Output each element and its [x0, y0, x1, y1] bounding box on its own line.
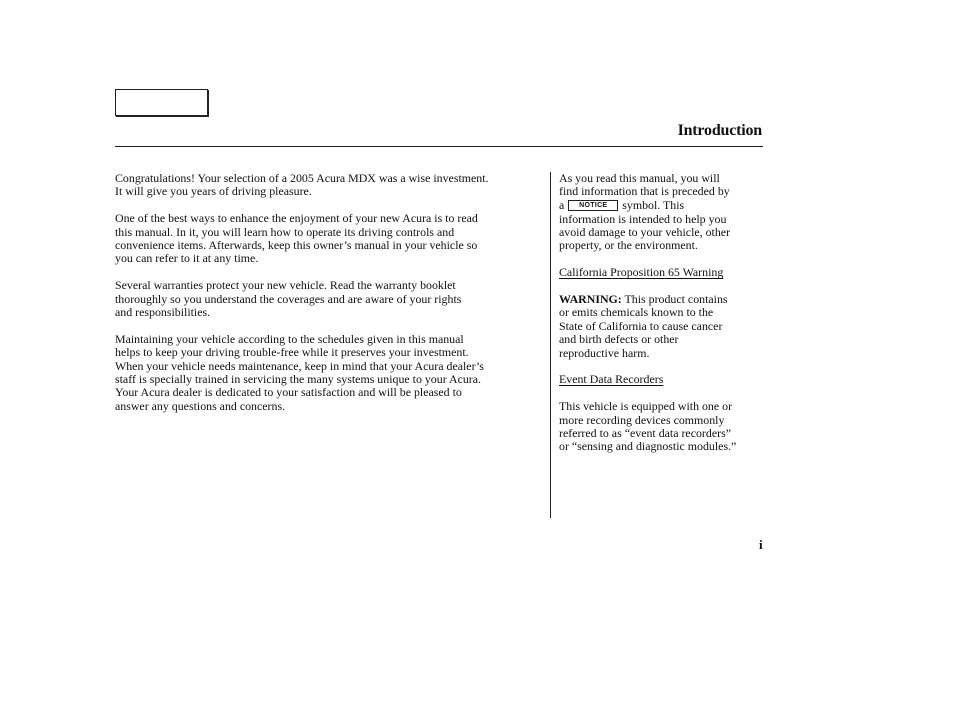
paragraph-edr [559, 400, 769, 454]
text-line: answer any questions and concerns. [115, 398, 286, 413]
edr-heading-link[interactable]: Event Data Recorders [559, 372, 664, 387]
text-line: When your vehicle needs maintenance, keep in mind that your Acura dealer’s [115, 358, 484, 373]
text-line: thoroughly so you understand the coverages and are aware of your rights [115, 291, 462, 306]
text-line: State of California to cause cancer [559, 318, 723, 333]
text-line: avoid damage to your vehicle, other [559, 224, 731, 239]
text-line: Congratulations! Your selection of a 2005 Acura MDX was a wise investment. [115, 171, 489, 185]
text-line: or “sensing and diagnostic modules.” [559, 439, 737, 454]
text-line: helps to keep your driving trouble-free while it preserves your investment. [115, 345, 469, 360]
text-line: this manual. In it, you will learn how to operate its driving controls and [115, 224, 455, 239]
text-line: more recording devices commonly [559, 412, 725, 427]
paragraph-notice-intro [559, 172, 769, 253]
paragraph-maintenance [115, 333, 543, 413]
text-line: convenience items. Afterwards, keep this owner’s manual in your vehicle so [115, 238, 478, 253]
notice-symbol-icon: NOTICE [568, 200, 618, 211]
text-line: and birth defects or other [559, 332, 679, 347]
text-line: and responsibilities. [115, 305, 211, 320]
paragraph-prop65-warning [559, 293, 769, 360]
text-line: One of the best ways to enhance the enjoyment of your new Acura is to read [115, 211, 478, 226]
text-line: property, or the environment. [559, 238, 698, 253]
text-line [559, 198, 684, 212]
section-title: Introduction [677, 122, 762, 139]
prop65-heading-link[interactable]: California Proposition 65 Warning [559, 265, 724, 280]
text-line: It will give you years of driving pleasure. [115, 184, 312, 199]
text-line: or emits chemicals known to the [559, 305, 714, 320]
text-line [559, 292, 728, 306]
header-rule [115, 146, 763, 147]
column-divider [550, 172, 551, 518]
paragraph-warranties [115, 279, 543, 319]
text-fragment: This product contains [621, 291, 728, 306]
text-line: Maintaining your vehicle according to the schedules given in this manual [115, 331, 464, 346]
section-tab-box [115, 89, 208, 116]
edr-heading-paragraph [559, 373, 769, 386]
left-column [115, 172, 543, 427]
text-line: you can refer to it at any time. [115, 251, 259, 266]
text-line: find information that is preceded by [559, 184, 730, 199]
text-line: information is intended to help you [559, 211, 727, 226]
text-line: Several warranties protect your new vehicle. Read the warranty booklet [115, 278, 456, 293]
paragraph-enjoyment [115, 212, 543, 266]
paragraph-congratulations [115, 172, 543, 199]
warning-label: WARNING: [559, 291, 622, 306]
text-fragment: a [559, 197, 565, 212]
text-line: As you read this manual, you will [559, 171, 720, 185]
page-number: i [759, 537, 763, 552]
text-line: staff is specially trained in servicing the many systems unique to your Acura. [115, 372, 481, 387]
text-line: Your Acura dealer is dedicated to your satisfaction and will be pleased to [115, 385, 462, 400]
text-line: reproductive harm. [559, 345, 650, 360]
prop65-heading-paragraph [559, 266, 769, 279]
text-line: referred to as “event data recorders” [559, 426, 731, 441]
text-line: This vehicle is equipped with one or [559, 399, 733, 414]
right-column [559, 172, 769, 467]
text-fragment: symbol. This [622, 197, 685, 212]
